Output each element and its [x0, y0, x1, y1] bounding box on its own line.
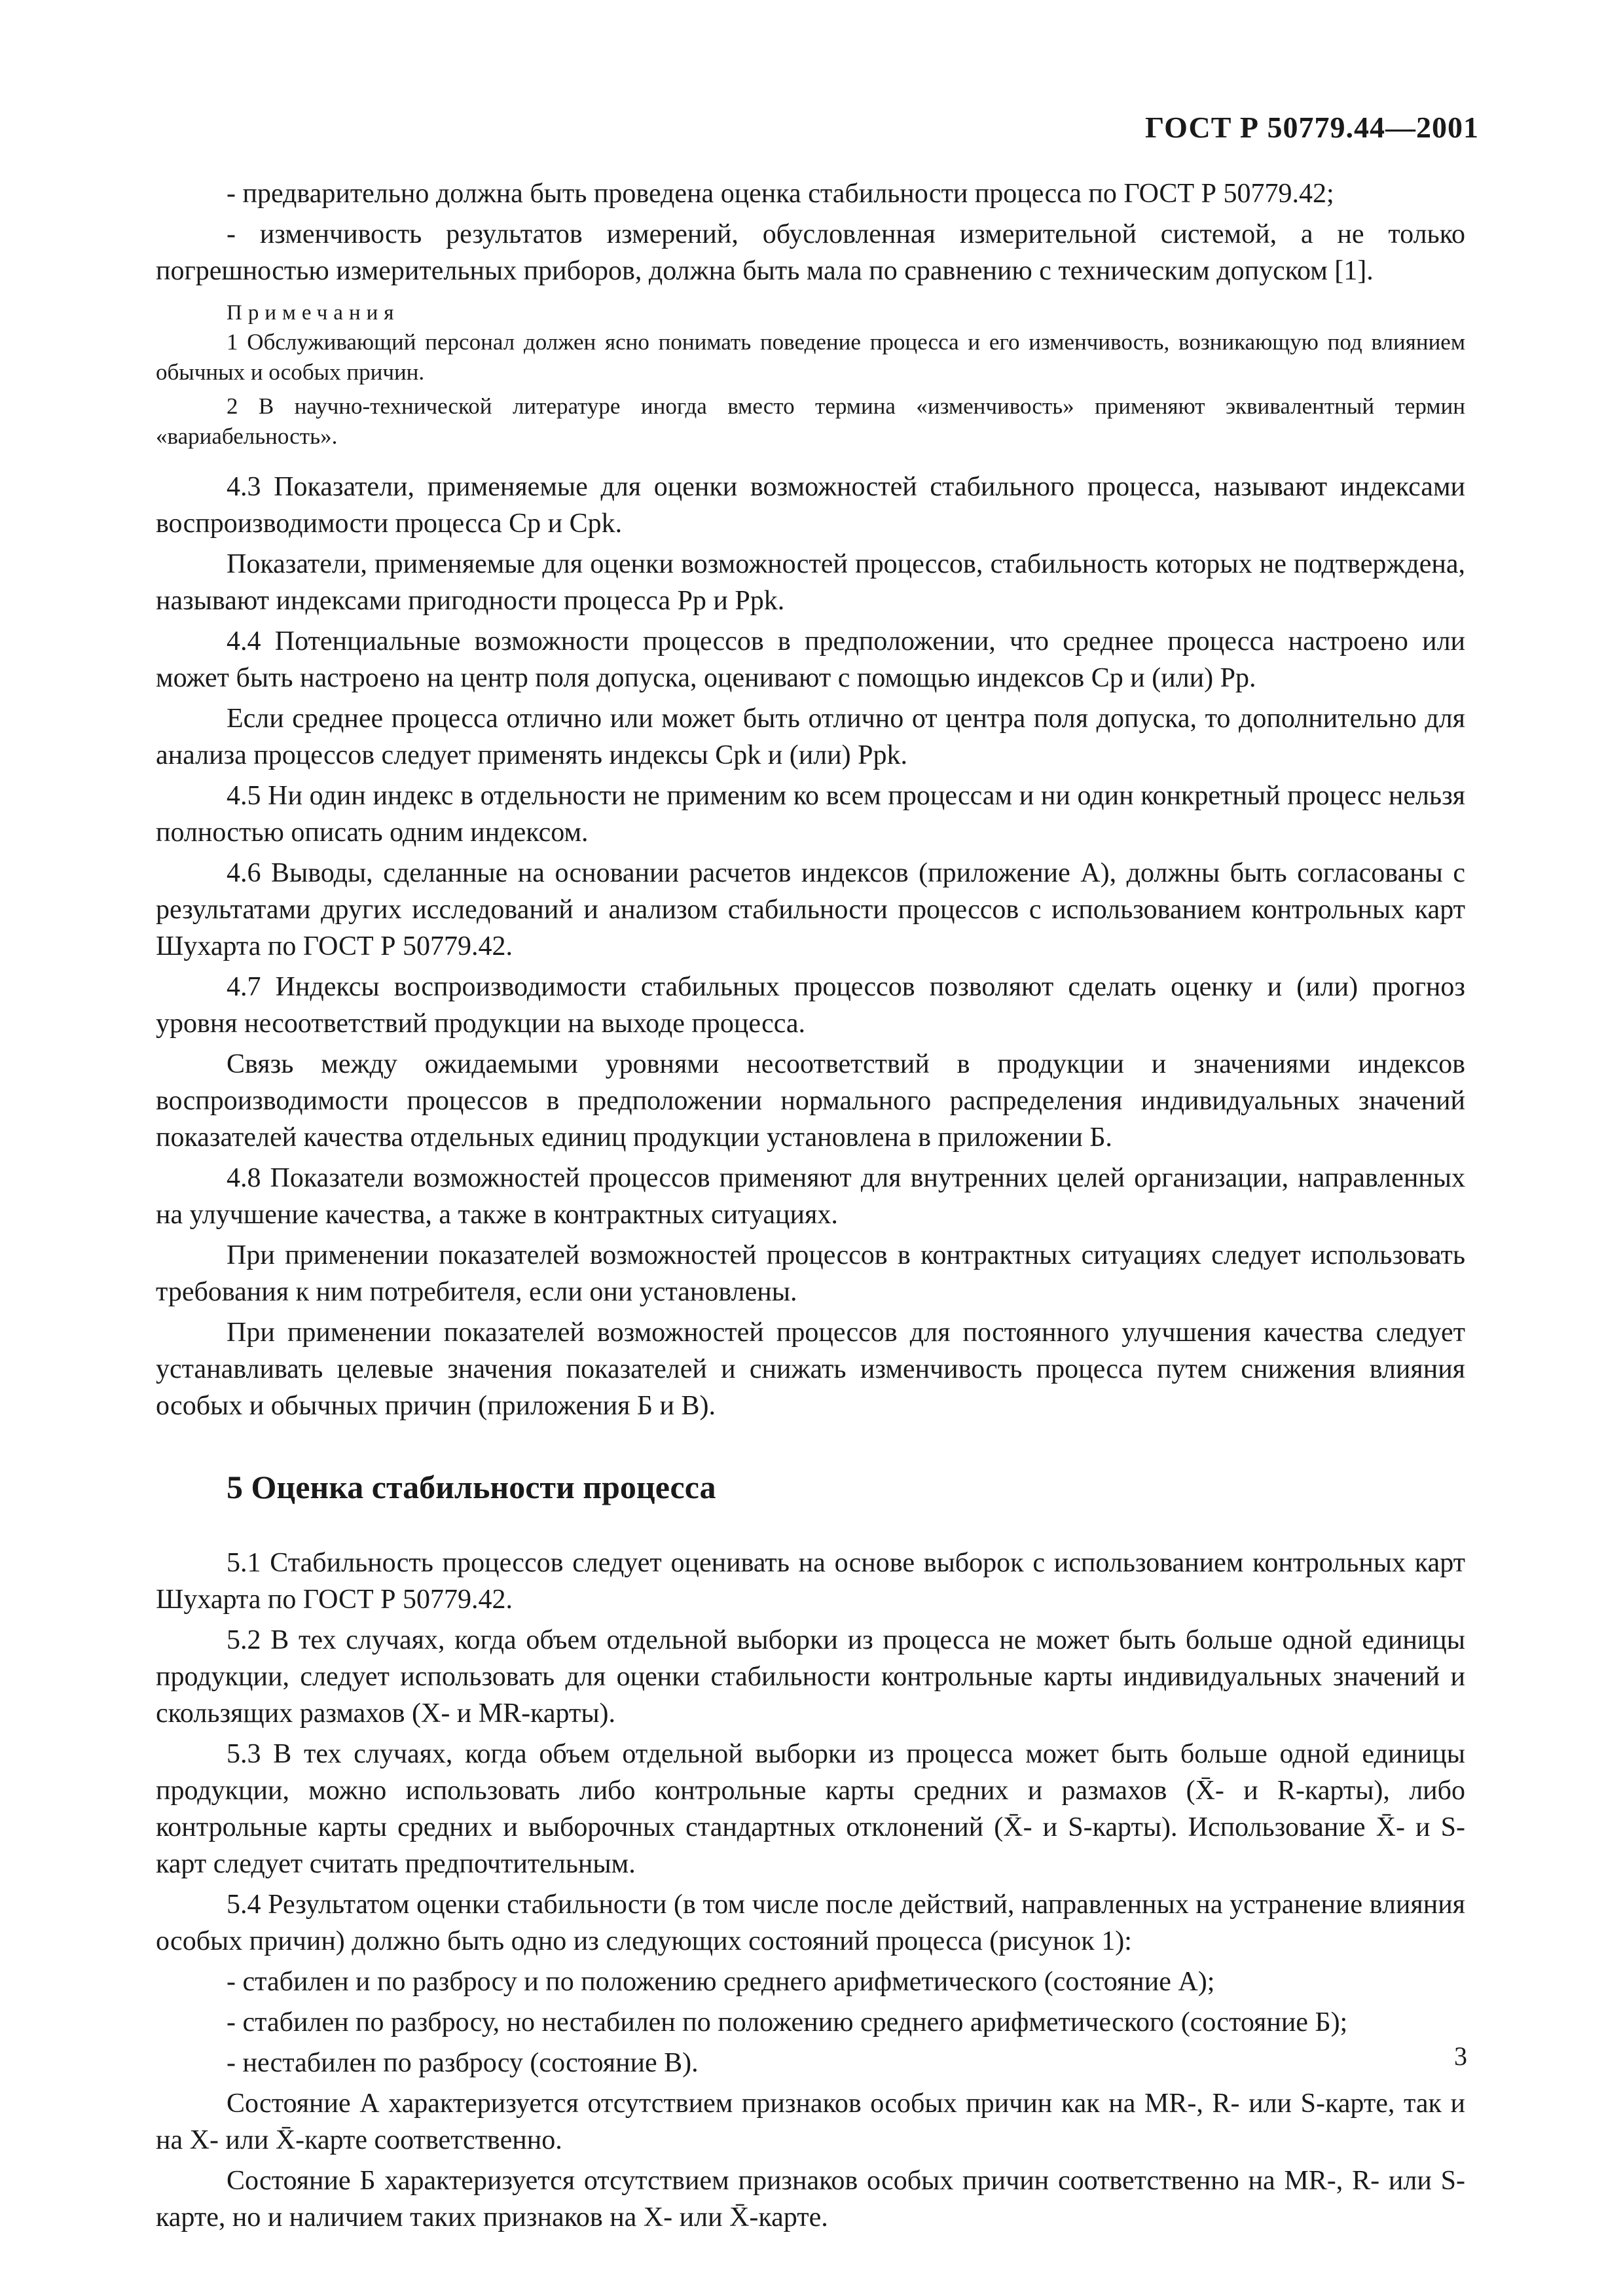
section-heading: 5 Оценка стабильности процесса	[227, 1469, 716, 1505]
list-item: - стабилен и по разбросу и по положению среднего арифметического (состояние А);	[227, 1967, 1215, 1997]
list-item: - предварительно должна быть проведена оценка стабильности процесса по ГОСТ Р 50779.42;	[227, 179, 1334, 209]
paragraph: При применении показателей возможностей процессов для постоянного улучшения качества следует устанавливать целевые значения показателей и снижать изменчивость процесса путем снижения влияния особых и обычных причин (приложения Б и В).	[156, 1318, 1465, 1421]
paragraph-4-3: 4.3 Показатели, применяемые для оценки возможностей стабильного процесса, называют индексами воспроизводимости процесса Cp и Cpk.	[156, 472, 1465, 539]
document-body	[156, 175, 1465, 2240]
paragraph-4-6: 4.6 Выводы, сделанные на основании расчетов индексов (приложение А), должны быть согласованы с результатами других исследований и анализом стабильности процессов с использованием контрольных карт Шухарта по ГОСТ Р 50779.42.	[156, 858, 1465, 961]
paragraph: Связь между ожидаемыми уровнями несоответствий в продукции и значениями индексов воспроизводимости процессов в предположении нормального распределения индивидуальных значений показателей качества отдельных единиц продукции установлена в приложении Б.	[156, 1049, 1465, 1153]
paragraph-5-3: 5.3 В тех случаях, когда объем отдельной выборки из процесса может быть больше одной единицы продукции, можно использовать либо контрольные карты средних и размахов (X̄- и R-карты), либо контрольные карты средних и выборочных стандартных отклонений (X̄- и S-карты). Использование X̄- и S-карт следует считать предпочтительным.	[156, 1739, 1465, 1879]
paragraph: Состояние А характеризуется отсутствием признаков особых причин как на MR-, R- или S-карте, так и на X- или X̄-карте соответственно.	[156, 2089, 1465, 2155]
paragraph-4-8: 4.8 Показатели возможностей процессов применяют для внутренних целей организации, направленных на улучшение качества, а также в контрактных ситуациях.	[156, 1163, 1465, 1230]
paragraph-5-4: 5.4 Результатом оценки стабильности (в том числе после действий, направленных на устранение влияния особых причин) должно быть одно из следующих состояний процесса (рисунок 1):	[156, 1890, 1465, 1956]
paragraph: Состояние Б характеризуется отсутствием признаков особых причин соответственно на MR-, R- или S-карте, но и наличием таких признаков на X- или X̄-карте.	[156, 2166, 1465, 2233]
paragraph: Если среднее процесса отлично или может быть отлично от центра поля допуска, то дополнительно для анализа процессов следует применять индексы Cpk и (или) Ppk.	[156, 704, 1465, 770]
paragraph: Показатели, применяемые для оценки возможностей процессов, стабильность которых не подтверждена, называют индексами пригодности процесса Pp и Ppk.	[156, 549, 1465, 616]
note-item: 1 Обслуживающий персонал должен ясно понимать поведение процесса и его изменчивость, возникающую под влиянием обычных и особых причин.	[156, 329, 1465, 385]
notes-title: Примечания	[227, 301, 400, 325]
paragraph-5-1: 5.1 Стабильность процессов следует оценивать на основе выборок с использованием контрольных карт Шухарта по ГОСТ Р 50779.42.	[156, 1548, 1465, 1615]
list-item: - стабилен по разбросу, но нестабилен по положению среднего арифметического (состояние Б);	[227, 2007, 1348, 2037]
paragraph: При применении показателей возможностей процессов в контрактных ситуациях следует использовать требования к ним потребителя, если они установлены.	[156, 1240, 1465, 1307]
note-item: 2 В научно-технической литературе иногда вместо термина «изменчивость» применяют эквивалентный термин «вариабельность».	[156, 393, 1465, 449]
list-item: - изменчивость результатов измерений, обусловленная измерительной системой, а не только погрешностью измерительных приборов, должна быть мала по сравнению с техническим допуском [1].	[156, 219, 1465, 286]
paragraph-5-2: 5.2 В тех случаях, когда объем отдельной выборки из процесса не может быть больше одной единицы продукции, следует использовать для оценки стабильности контрольные карты индивидуальных значений и скользящих размахов (X- и MR-карты).	[156, 1625, 1465, 1729]
page-number: 3	[1454, 2041, 1467, 2071]
paragraph-4-5: 4.5 Ни один индекс в отдельности не применим ко всем процессам и ни один конкретный процесс нельзя полностью описать одним индексом.	[156, 781, 1465, 848]
paragraph-4-7: 4.7 Индексы воспроизводимости стабильных процессов позволяют сделать оценку и (или) прогноз уровня несоответствий продукции на выходе процесса.	[156, 972, 1465, 1039]
list-item: - нестабилен по разбросу (состояние В).	[227, 2048, 699, 2078]
paragraph-4-4: 4.4 Потенциальные возможности процессов в предположении, что среднее процесса настроено или может быть настроено на центр поля допуска, оценивают с помощью индексов Cp и (или) Pp.	[156, 626, 1465, 693]
standard-code-header: ГОСТ Р 50779.44—2001	[1145, 111, 1479, 144]
